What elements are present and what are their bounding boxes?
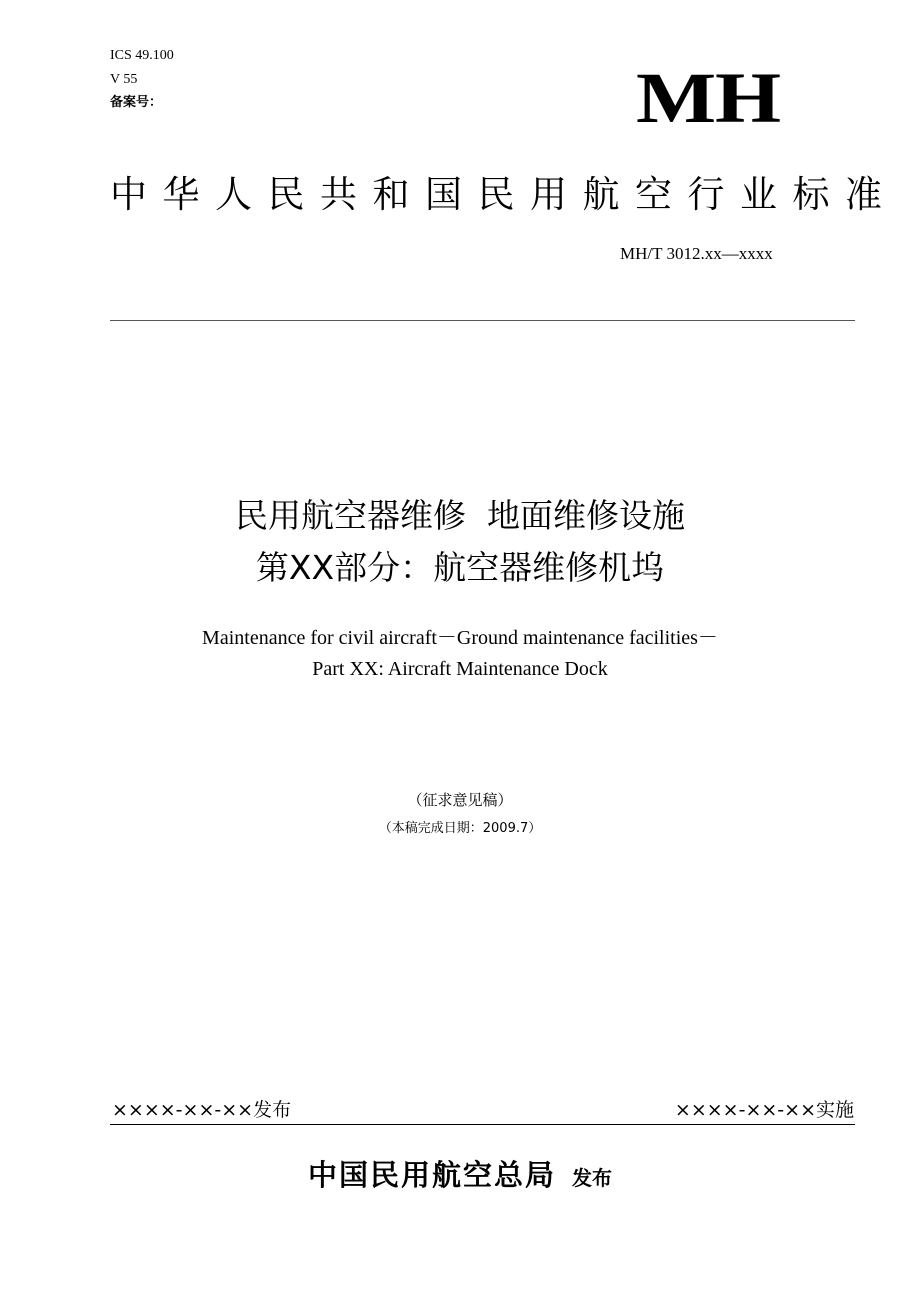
implement-date: ××××-××-××实施: [674, 1099, 854, 1121]
mh-logo: MH: [636, 58, 780, 138]
draft-completion-date: （本稿完成日期：2009.7）: [378, 821, 542, 836]
english-title-line-2: Part XX: Aircraft Maintenance Dock: [312, 658, 608, 680]
english-title-line-1: Maintenance for civil aircraft－Ground maintenance facilities－: [202, 627, 718, 649]
publisher: [0, 1155, 920, 1198]
chinese-title-line-2: 第XX部分：航空器维修机坞: [255, 548, 665, 587]
draft-status: （征求意见稿）: [407, 791, 513, 809]
publish-date: ××××-××-××发布: [112, 1099, 292, 1121]
footer-divider: [110, 1124, 855, 1125]
industry-standard-title: 中华人民共和国民用航空行业标准: [110, 173, 898, 216]
record-number-label: 备案号：: [110, 95, 163, 110]
ics-code: ICS 49.100: [110, 48, 174, 63]
standard-number: MH/T 3012.xx—xxxx: [620, 244, 773, 263]
chinese-title-line-1: 民用航空器维修 地面维修设施: [235, 496, 685, 535]
publisher-name: 中国民用航空总局: [307, 1158, 556, 1192]
header-divider: [110, 320, 855, 321]
publisher-suffix: 发布: [572, 1166, 612, 1190]
ccs-code: V 55: [110, 72, 138, 87]
